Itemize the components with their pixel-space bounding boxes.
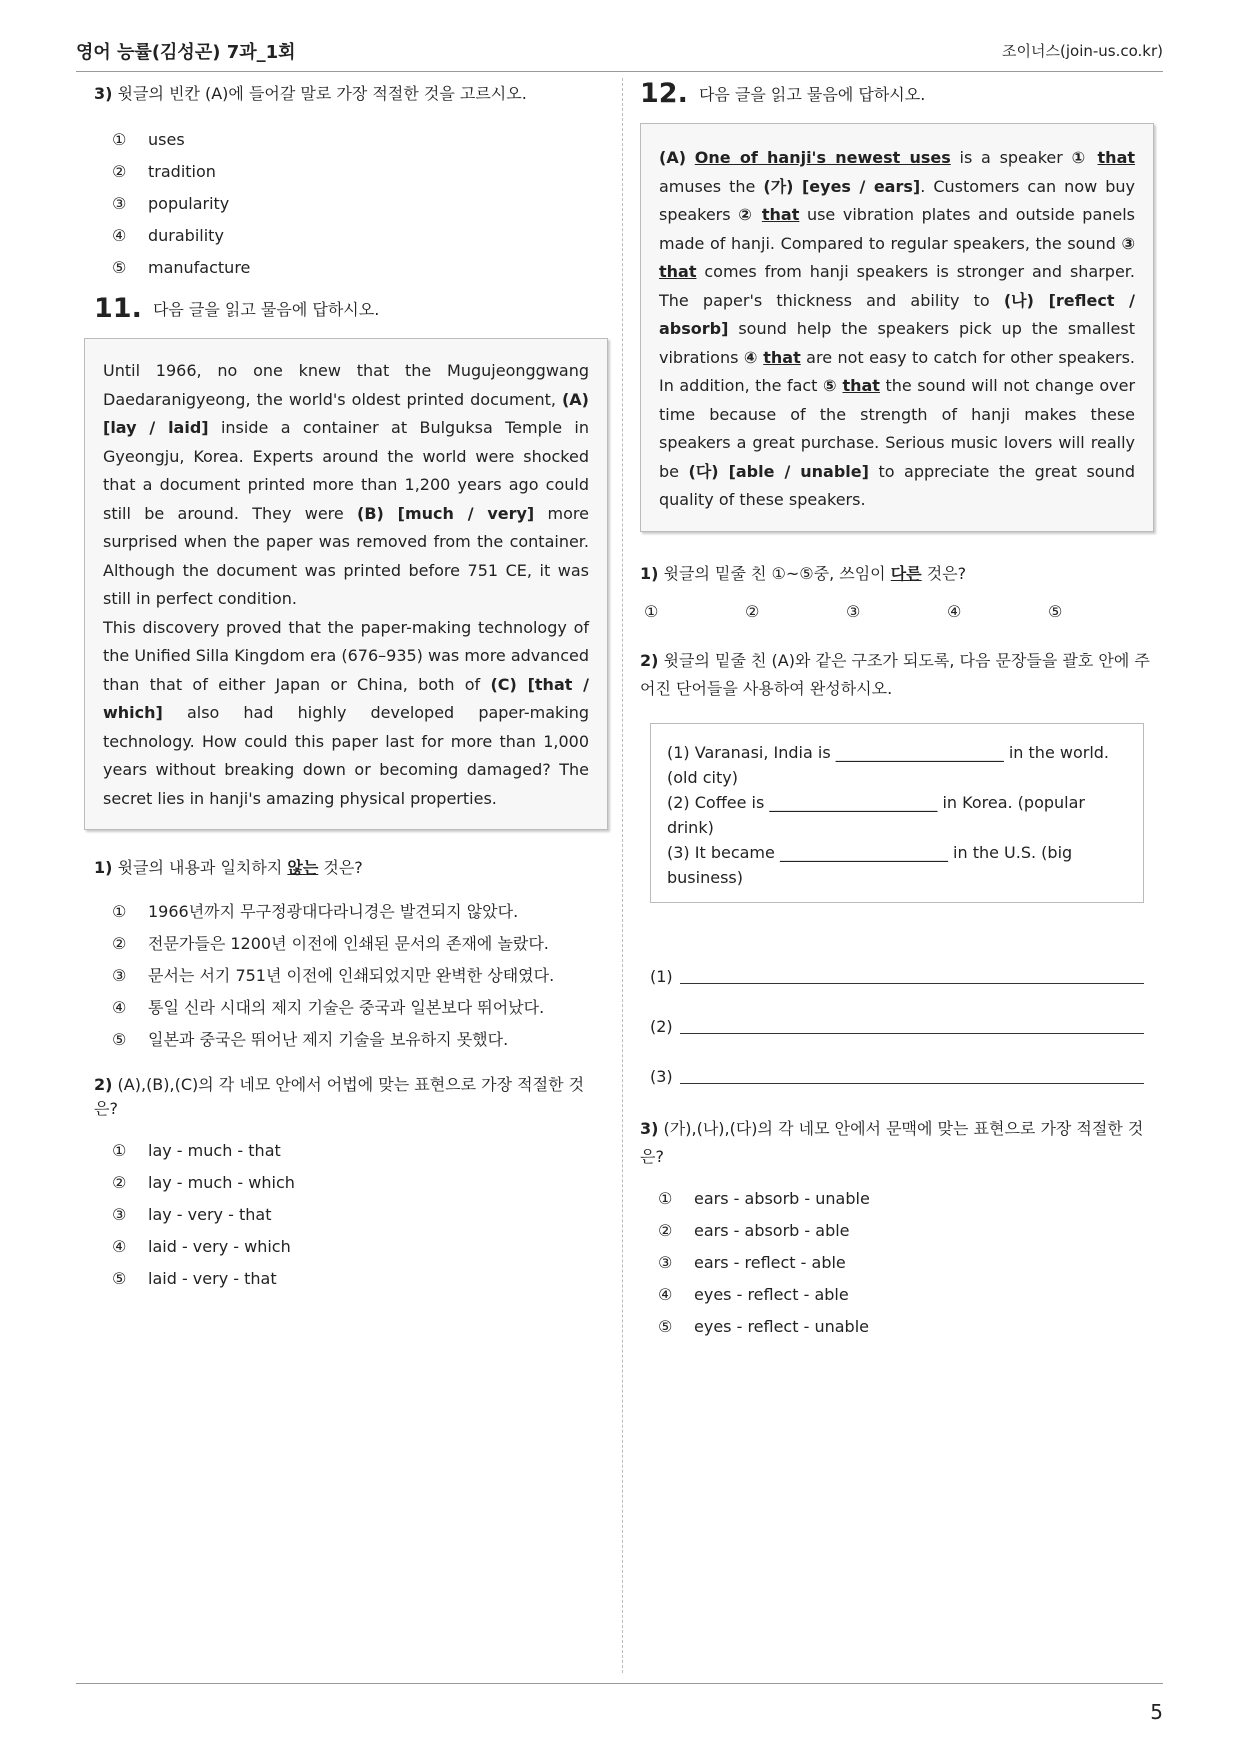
option-text: lay - much - that: [148, 1141, 281, 1160]
option-text: ears - absorb - able: [694, 1220, 850, 1240]
question-text: 윗글의 빈칸 (A)에 들어갈 말로 가장 적절한 것을 고르시오.: [117, 84, 527, 103]
option-1[interactable]: [112, 1139, 608, 1162]
option-5[interactable]: [112, 1028, 608, 1051]
passage-text: sound help the speakers pick up the smallest vibrations: [659, 319, 1135, 367]
option-number: ③: [112, 194, 127, 213]
answer-line-2[interactable]: [650, 1015, 1144, 1039]
passage-text: amuses the: [659, 176, 764, 196]
sentence-2: [667, 790, 1127, 840]
option-number: ①: [112, 1141, 127, 1160]
blank: _____________________: [769, 792, 938, 812]
choice-box-c: (C) [that / which]: [103, 674, 590, 722]
passage-12: [640, 123, 1154, 532]
blank: _____________________: [835, 742, 1004, 762]
option-text: popularity: [148, 194, 230, 213]
option-text: 문서는 서기 751년 이전에 인쇄되었지만 완벽한 상태였다.: [148, 966, 555, 985]
question-text: 윗글의 내용과 일치하지: [117, 858, 288, 877]
passage-text: inside a container at Bulguksa Temple in Gyeongju, Korea. Experts around the world were shocked that a document printed more than 1,200 years ago could still be around. They were: [103, 418, 589, 523]
sentence-box: [650, 723, 1144, 903]
choice-box-b: (B) [much / very]: [357, 503, 535, 523]
circle-number-3: ③: [1121, 233, 1135, 253]
option-text: 1966년까지 무구정광대다라니경은 발견되지 않았다.: [148, 902, 519, 921]
option-5[interactable]: [658, 1315, 1154, 1338]
option-4[interactable]: [112, 996, 608, 1019]
option-text: 전문가들은 1200년 이전에 인쇄된 문서의 존재에 놀랐다.: [148, 934, 549, 953]
passage-paragraph-2: [103, 614, 589, 814]
option-number: ②: [112, 162, 127, 181]
option-number: ⑤: [658, 1316, 673, 1336]
option-5[interactable]: [112, 256, 608, 279]
footer-rule: [76, 1683, 1163, 1684]
option-number: ③: [112, 1205, 127, 1224]
underlined-that: that: [659, 262, 697, 281]
option-number: ④: [112, 226, 127, 245]
passage-text: more surprised when the paper was removed from the container. Although the document was printed before 751 CE, it was still in perfect condition.: [103, 503, 589, 608]
option-3[interactable]: [112, 1203, 608, 1226]
option-text: lay - very - that: [148, 1205, 272, 1224]
option-text: eyes - reflect - unable: [694, 1316, 869, 1336]
option-text: ears - reflect - able: [694, 1252, 846, 1272]
answer-label: (3): [650, 1066, 673, 1086]
answer-label: (1): [650, 966, 673, 986]
options-q12-3: [658, 1187, 1154, 1338]
option-number: ⑤: [112, 258, 127, 277]
option-text: 통일 신라 시대의 제지 기술은 중국과 일본보다 뛰어났다.: [148, 998, 545, 1017]
option-text: ears - absorb - unable: [694, 1188, 870, 1208]
page-number: 5: [1150, 1700, 1163, 1724]
choice-box-na: (나) [reflect / absorb]: [659, 290, 1135, 338]
question-text: 것은?: [921, 563, 967, 583]
option-2[interactable]: [658, 1219, 1154, 1242]
passage-text: are not easy to catch for other speakers. In addition, the fact: [659, 347, 1135, 395]
choice-3[interactable]: ③: [846, 601, 861, 621]
underlined-that: that: [761, 205, 800, 224]
question-label: 1): [94, 858, 113, 877]
question-number: 12.: [640, 78, 688, 109]
question-text: 것은?: [318, 858, 363, 877]
option-5[interactable]: [112, 1267, 608, 1290]
option-2[interactable]: [112, 1171, 608, 1194]
answer-line-1[interactable]: [650, 965, 1144, 989]
sentence-text: (1) Varanasi, India is: [667, 742, 836, 762]
question-12-2: [640, 647, 1154, 703]
blank: _____________________: [779, 842, 948, 862]
option-4[interactable]: [112, 224, 608, 247]
sentence-text: in the U.S. (big business): [667, 842, 1073, 887]
option-number: ⑤: [112, 1269, 127, 1288]
answer-underline[interactable]: [680, 965, 1144, 984]
option-3[interactable]: [112, 192, 608, 215]
question-label: 1): [640, 563, 659, 583]
question-label: 3): [94, 84, 113, 103]
emphasis-text: 않는: [287, 858, 319, 877]
passage-11: [84, 338, 608, 830]
passage-text: comes from hanji speakers is stronger and sharper. The paper's thickness and ability to: [659, 262, 1135, 310]
option-3[interactable]: [658, 1251, 1154, 1274]
options-q11-2: [112, 1139, 608, 1290]
option-text: eyes - reflect - able: [694, 1284, 849, 1304]
option-1[interactable]: [112, 128, 608, 151]
answer-underline[interactable]: [680, 1015, 1144, 1034]
passage-text: is a speaker: [950, 148, 1072, 167]
choice-2[interactable]: ②: [745, 601, 760, 621]
passage-text: Until 1966, no one knew that the Mugujeonggwang Daedaranigyeong, the world's oldest printed document,: [103, 361, 589, 409]
site-name: 조이너스(join-us.co.kr): [1002, 42, 1163, 60]
option-text: 일본과 중국은 뛰어난 제지 기술을 보유하지 못했다.: [148, 1030, 509, 1049]
passage-text: . Customers can now buy speakers: [659, 176, 1135, 224]
passage-paragraph: [659, 144, 1135, 515]
options-q3: [112, 128, 608, 279]
option-2[interactable]: [112, 160, 608, 183]
question-12-1: [640, 562, 1154, 586]
choice-4[interactable]: ④: [947, 601, 962, 621]
underlined-that: that: [763, 347, 801, 367]
question-text: 윗글의 밑줄 친 (A)와 같은 구조가 되도록, 다음 문장들을 괄호 안에 주어진 단어들을 사용하여 완성하시오.: [640, 650, 1150, 698]
option-number: ①: [112, 130, 127, 149]
option-text: durability: [148, 226, 224, 245]
option-text: laid - very - that: [148, 1269, 277, 1288]
answer-underline[interactable]: [680, 1065, 1144, 1084]
passage-text: to appreciate the great sound quality of these speakers.: [659, 461, 1136, 509]
left-column: [94, 82, 608, 1308]
question-label: 2): [640, 650, 659, 670]
label-a: (A): [659, 148, 687, 167]
passage-text: This discovery proved that the paper-making technology of the Unified Silla Kingdom era (676–935) was more advanced than that of either Japan or China, both of: [103, 617, 590, 694]
circle-number-1: ①: [1071, 148, 1089, 167]
column-divider: [622, 78, 623, 1673]
option-text: uses: [148, 130, 185, 149]
question-12-heading: [640, 78, 1154, 109]
exam-title: 영어 능률(김성곤) 7과_1회: [76, 42, 296, 63]
question-text: (A),(B),(C)의 각 네모 안에서 어법에 맞는 표현으로 가장 적절한 것은?: [94, 1075, 585, 1118]
question-number: 11.: [94, 293, 142, 324]
underlined-phrase-a: One of hanji's newest uses: [694, 148, 951, 167]
option-number: ③: [658, 1252, 673, 1272]
circle-number-5: ⑤: [822, 376, 837, 395]
sentence-text: (3) It became: [667, 842, 780, 862]
underlined-that: that: [1097, 148, 1136, 167]
question-prompt: 다음 글을 읽고 물음에 답하시오.: [698, 85, 926, 104]
option-3[interactable]: [112, 964, 608, 987]
answer-line-3[interactable]: [650, 1065, 1144, 1089]
question-11-heading: [94, 293, 608, 324]
right-column: [640, 78, 1154, 1356]
header-rule: [76, 71, 1163, 72]
option-number: ⑤: [112, 1030, 127, 1049]
option-number: ②: [112, 1173, 127, 1192]
option-4[interactable]: [658, 1283, 1154, 1306]
option-1[interactable]: [112, 900, 608, 923]
question-3: [94, 82, 608, 106]
sentence-text: in Korea. (popular drink): [667, 792, 1085, 837]
question-12-3: [640, 1115, 1154, 1171]
question-11-1: [94, 856, 608, 880]
choice-box-a: (A) [lay / laid]: [103, 389, 589, 437]
circle-number-2: ②: [738, 205, 755, 224]
question-label: 2): [94, 1075, 113, 1094]
passage-paragraph-1: [103, 357, 589, 614]
option-number: ①: [112, 902, 127, 921]
option-number: ④: [112, 998, 127, 1017]
sentence-3: [667, 840, 1127, 890]
option-number: ③: [112, 966, 127, 985]
sentence-text: (2) Coffee is: [667, 792, 770, 812]
question-11-2: [94, 1073, 608, 1121]
question-label: 3): [640, 1118, 659, 1138]
question-text: 윗글의 밑줄 친 ①~⑤중, 쓰임이: [663, 563, 891, 583]
emphasis-text: 다른: [890, 563, 922, 583]
passage-text: the sound will not change over time because of the strength of hanji makes these speakers a great purchase. Serious music lovers will really be: [659, 376, 1136, 481]
sentence-text: in the world. (old city): [667, 742, 1110, 787]
passage-text: also had highly developed paper-making technology. How could this paper last for more than 1,000 years without breaking down or becoming damaged? The secret lies in hanji's amazing physical properties.: [103, 703, 589, 808]
option-number: ④: [658, 1284, 673, 1304]
circle-number-4: ④: [743, 347, 758, 367]
choice-box-da: (다) [able / unable]: [688, 461, 869, 481]
answer-lines: [650, 965, 1144, 1089]
choice-1[interactable]: ①: [644, 601, 659, 621]
question-prompt: 다음 글을 읽고 물음에 답하시오.: [152, 300, 380, 319]
option-text: tradition: [148, 162, 216, 181]
choice-box-ga: (가) [eyes / ears]: [763, 176, 921, 196]
option-text: manufacture: [148, 258, 251, 277]
option-text: lay - much - which: [148, 1173, 295, 1192]
options-q11-1: [112, 900, 608, 1051]
option-number: ②: [112, 934, 127, 953]
answer-label: (2): [650, 1016, 673, 1036]
underlined-that: that: [842, 376, 880, 395]
option-4[interactable]: [112, 1235, 608, 1258]
option-number: ②: [658, 1220, 673, 1240]
option-2[interactable]: [112, 932, 608, 955]
option-number: ①: [658, 1188, 673, 1208]
option-number: ④: [112, 1237, 127, 1256]
passage-text: use vibration plates and outside panels made of hanji. Compared to regular speakers, the sound: [659, 205, 1136, 253]
question-text: (가),(나),(다)의 각 네모 안에서 문맥에 맞는 표현으로 가장 적절한 것은?: [640, 1118, 1144, 1166]
answer-choices-q12-1: [644, 602, 1154, 621]
sentence-1: [667, 740, 1127, 790]
option-1[interactable]: [658, 1187, 1154, 1210]
choice-5[interactable]: ⑤: [1048, 601, 1063, 621]
option-text: laid - very - which: [148, 1237, 291, 1256]
